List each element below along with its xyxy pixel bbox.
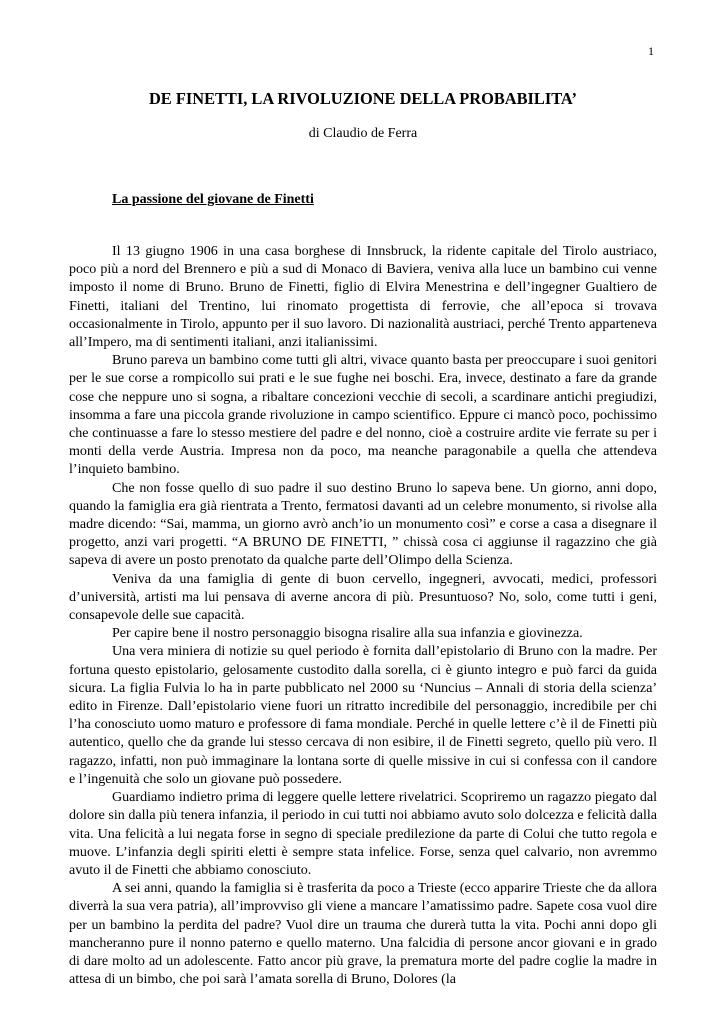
paragraph: Il 13 giugno 1906 in una casa borghese di Innsbruck, la ridente capitale del Tirolo austriaco, poco più a nord del Brennero e più a sud di Monaco di Baviera, veniva alla luce un bambino cui venne imposto il nome di Bruno. Bruno de Finetti, figlio di Elvira Menestrina e dell’ingegner Gualtiero de Finetti, italiani del Trentino, lui rinomato progettista di ferrovie, che all’epoca si trovava occasionalmente in Tirolo, appunto per il suo lavoro. Di nazionalità austriaci, perché Trento apparteneva all’Impero, ma di sentimenti italiani, anzi italianissimi.	[69, 243, 657, 351]
paragraph: Per capire bene il nostro personaggio bisogna risalire alla sua infanzia e giovinezza.	[112, 625, 583, 642]
body-text	[69, 242, 657, 988]
paragraph: Veniva da una famiglia di gente di buon cervello, ingegneri, avvocati, medici, professori d’università, artisti ma lui pensava di averne ancora di più. Presuntuoso? No, solo, come tutti i geni, consapevole delle sue capacità.	[69, 570, 657, 624]
document-title: DE FINETTI, LA RIVOLUZIONE DELLA PROBABILITA’	[148, 89, 578, 108]
paragraph: Che non fosse quello di suo padre il suo destino Bruno lo sapeva bene. Un giorno, anni dopo, quando la famiglia era già rientrata a Trento, fermatosi davanti ad un celebre monumento, si rivolse alla madre dicendo: “Sai, mamma, un giorno avrò anch’io un monumento così” e corse a casa a disegnare il progetto, anzi vari progetti. “A BRUNO DE FINETTI, ” chissà cosa ci aggiunse il ragazzino che già sapeva di avere un posto prenotato da qualche parte dell’Olimpo della Scienza.	[69, 479, 657, 569]
section-heading: La passione del giovane de Finetti	[112, 192, 314, 207]
page-number: 1	[648, 44, 654, 58]
paragraph: Guardiamo indietro prima di leggere quelle lettere rivelatrici. Scopriremo un ragazzo piegato dal dolore sin dalla più tenera infanzia, il periodo in cui tutti noi abbiamo avuto solo dolcezza e felicità dalla vita. Una felicità a lui negata forse in segno di speciale predilezione da parte di Colui che tutto regola e muove. L’infanzia degli spiriti eletti è sempre stata infelice. Forse, senza quel calvario, non avremmo avuto il de Finetti che abbiamo conosciuto.	[69, 789, 657, 878]
paragraph: Una vera miniera di notizie su quel periodo è fornita dall’epistolario di Bruno con la madre. Per fortuna questo epistolario, gelosamente custodito dalla sorella, ci è giunto integro e può farci da guida sicura. La figlia Fulvia lo ha in parte pubblicato nel 2000 su ‘Nuncius – Annali di storia della scienza’ edito in Firenze. Dall’epistolario viene fuori un ritratto incredibile del personaggio, incredibile per chi l’ha conosciuto uomo maturo e professore di fama mondiale. Perché in quelle lettere c’è il de Finetti più autentico, quello che da grande lui stesso cercava di non esibire, il de Finetti segreto, quello più vero. Il ragazzo, infatti, non può immaginare la lontana sorte di quelle missive in cui si confessa con il candore e l’ingenuità che solo un giovane può possedere.	[69, 643, 657, 787]
paragraph: A sei anni, quando la famiglia si è trasferita da poco a Trieste (ecco apparire Trieste che da allora diverrà la sua vera patria), all’improvviso gli viene a mancare l’amatissimo padre. Sapete cosa vuol dire per un bambino la perdita del padre? Vuol dire un trauma che durerà tutta la vita. Pochi anni dopo gli mancheranno pure il nonno paterno e quello materno. Una falcidia di persone ancor giovani e in grado di dare molto ad un adolescente. Fatto ancor più grave, la prematura morte del padre coglie la madre in attesa di un bimbo, che poi sarà l’amata sorella di Bruno, Dolores (la	[69, 880, 657, 988]
paragraph: Bruno pareva un bambino come tutti gli altri, vivace quanto basta per preoccupare i suoi genitori per le sue corse a rompicollo sui prati e le sue fughe nei boschi. Era, invece, destinato a fare da grande cose che neppure uno si sogna, a ribaltare concezioni vecchie di secoli, a scardinare antichi pregiudizi, insomma a fare una piccola grande rivoluzione in campo scientifico. Eppure ci mancò poco, pochissimo che continuasse a fare lo stesso mestiere del padre e del nonno, cioè a costruire ardite vie ferrate su per i monti della verde Austria. Impresa non da poco, ma neanche paragonabile a quella che attendeva l’inquieto bambino.	[69, 352, 657, 478]
author-byline: di Claudio de Ferra	[308, 126, 418, 141]
